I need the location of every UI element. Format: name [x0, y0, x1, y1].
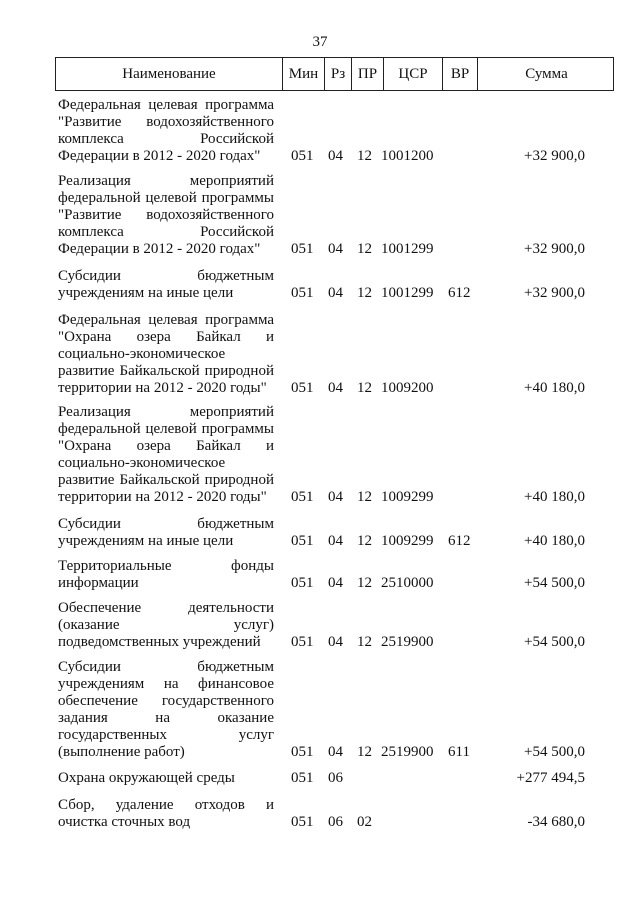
row-min: 051 [291, 744, 314, 760]
row-sum: +40 180,0 [524, 533, 585, 549]
row-name: Обеспечение деятельности (оказание услуг) подведомственных учреждений [58, 600, 274, 650]
row-name: Субсидии бюджетным учреждениям на иные цели [58, 268, 274, 301]
row-name: Сбор, удаление отходов и очистка сточных вод [58, 797, 274, 830]
row-min: 051 [291, 380, 314, 396]
row-csr: 1001200 [381, 148, 434, 164]
header-rz: Рз [324, 58, 351, 90]
row-rz: 04 [328, 533, 343, 549]
row-pr: 12 [357, 148, 372, 164]
row-pr: 12 [357, 489, 372, 505]
row-sum: +40 180,0 [524, 489, 585, 505]
row-rz: 04 [328, 744, 343, 760]
row-sum: +277 494,5 [516, 770, 585, 786]
row-rz: 04 [328, 241, 343, 257]
row-rz: 04 [328, 285, 343, 301]
header-min: Мин [282, 58, 324, 90]
row-name: Субсидии бюджетным учреждениям на финансовое обеспечение государственного задания на оказание государственных услуг (выполнение работ) [58, 659, 274, 760]
table-row [0, 268, 640, 302]
header-vr: ВР [442, 58, 477, 90]
row-rz: 06 [328, 814, 343, 830]
row-rz: 04 [328, 634, 343, 650]
row-rz: 04 [328, 148, 343, 164]
row-csr: 1009200 [381, 380, 434, 396]
row-vr: 612 [448, 285, 471, 301]
row-rz: 04 [328, 380, 343, 396]
row-min: 051 [291, 241, 314, 257]
row-pr: 12 [357, 634, 372, 650]
row-csr: 1009299 [381, 489, 434, 505]
table-header [55, 57, 614, 91]
row-sum: -34 680,0 [527, 814, 585, 830]
row-csr: 2519900 [381, 744, 434, 760]
row-min: 051 [291, 285, 314, 301]
header-name: Наименование [122, 65, 216, 82]
row-name: Субсидии бюджетным учреждениям на иные цели [58, 516, 274, 549]
row-min: 051 [291, 148, 314, 164]
row-rz: 06 [328, 770, 343, 786]
row-pr: 12 [357, 380, 372, 396]
row-name: Реализация мероприятий федеральной целевой программы "Развитие водохозяйственного комплекса Российской Федерации в 2012 - 2020 годах" [58, 173, 274, 257]
row-pr: 12 [357, 241, 372, 257]
row-sum: +32 900,0 [524, 148, 585, 164]
header-pr: ПР [351, 58, 383, 90]
table-row [0, 97, 640, 165]
row-sum: +32 900,0 [524, 241, 585, 257]
row-sum: +54 500,0 [524, 634, 585, 650]
row-min: 051 [291, 489, 314, 505]
table-row [0, 312, 640, 397]
table-row [0, 770, 640, 787]
table-row [0, 173, 640, 258]
row-rz: 04 [328, 489, 343, 505]
row-csr: 1001299 [381, 241, 434, 257]
row-vr: 612 [448, 533, 471, 549]
row-min: 051 [291, 533, 314, 549]
row-pr: 12 [357, 744, 372, 760]
row-sum: +32 900,0 [524, 285, 585, 301]
table-row [0, 659, 640, 761]
table-row [0, 516, 640, 550]
row-sum: +54 500,0 [524, 575, 585, 591]
row-csr: 1009299 [381, 533, 434, 549]
table-row [0, 404, 640, 506]
row-sum: +40 180,0 [524, 380, 585, 396]
page-number: 37 [312, 34, 328, 50]
row-csr: 2519900 [381, 634, 434, 650]
row-csr: 2510000 [381, 575, 434, 591]
table-row [0, 797, 640, 831]
header-sum: Сумма [477, 58, 615, 90]
row-pr: 12 [357, 575, 372, 591]
row-vr: 611 [448, 744, 470, 760]
row-sum: +54 500,0 [524, 744, 585, 760]
row-pr: 02 [357, 814, 372, 830]
row-name: Территориальные фонды информации [58, 558, 274, 591]
table-row [0, 600, 640, 651]
row-name: Реализация мероприятий федеральной целевой программы "Охрана озера Байкал и социально-экономическое развитие Байкальской природной территории на 2012 - 2020 годы" [58, 404, 274, 505]
row-name: Охрана окружающей среды [58, 770, 235, 786]
row-name: Федеральная целевая программа "Развитие водохозяйственного комплекса Российской Федерации в 2012 - 2020 годах" [58, 97, 274, 164]
row-csr: 1001299 [381, 285, 434, 301]
row-min: 051 [291, 575, 314, 591]
row-min: 051 [291, 770, 314, 786]
row-pr: 12 [357, 285, 372, 301]
row-min: 051 [291, 634, 314, 650]
row-pr: 12 [357, 533, 372, 549]
row-min: 051 [291, 814, 314, 830]
row-name: Федеральная целевая программа "Охрана озера Байкал и социально-экономическое развитие Байкальской природной территории на 2012 - 2020 годы" [58, 312, 274, 396]
table-row [0, 558, 640, 592]
row-rz: 04 [328, 575, 343, 591]
header-csr: ЦСР [383, 58, 442, 90]
